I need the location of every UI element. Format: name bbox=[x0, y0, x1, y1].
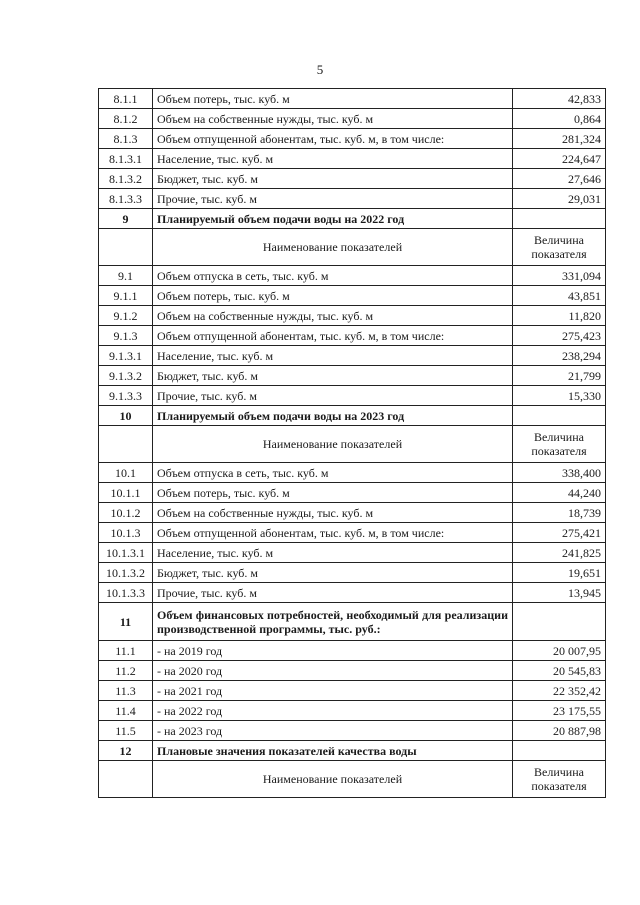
header-name-cell: Наименование показателей bbox=[153, 761, 513, 798]
table-row bbox=[99, 286, 606, 306]
table-row bbox=[99, 386, 606, 406]
row-value: 42,833 bbox=[513, 89, 606, 109]
row-name: - на 2020 год bbox=[153, 661, 513, 681]
row-name: - на 2019 год bbox=[153, 641, 513, 661]
row-value: 281,324 bbox=[513, 129, 606, 149]
row-name: Объем отпущенной абонентам, тыс. куб. м, в том числе: bbox=[153, 129, 513, 149]
table-row bbox=[99, 109, 606, 129]
header-value-cell: Величина показателя bbox=[513, 761, 606, 798]
row-name: Объем отпуска в сеть, тыс. куб. м bbox=[153, 463, 513, 483]
row-value: 21,799 bbox=[513, 366, 606, 386]
row-name: Объем на собственные нужды, тыс. куб. м bbox=[153, 109, 513, 129]
row-name: Объем отпущенной абонентам, тыс. куб. м, в том числе: bbox=[153, 326, 513, 346]
row-name: - на 2022 год bbox=[153, 701, 513, 721]
row-number: 9.1.3 bbox=[99, 326, 153, 346]
row-value: 29,031 bbox=[513, 189, 606, 209]
row-value: 43,851 bbox=[513, 286, 606, 306]
table-row bbox=[99, 681, 606, 701]
page-number: 5 bbox=[316, 62, 324, 77]
row-name: Прочие, тыс. куб. м bbox=[153, 189, 513, 209]
row-number: 8.1.2 bbox=[99, 109, 153, 129]
table-row bbox=[99, 563, 606, 583]
header-empty-cell bbox=[99, 761, 153, 798]
table-row bbox=[99, 306, 606, 326]
row-number: 10.1.1 bbox=[99, 483, 153, 503]
indicators-table bbox=[98, 88, 606, 798]
section-row bbox=[99, 209, 606, 229]
section-number: 11 bbox=[99, 603, 153, 641]
row-number: 9.1.3.3 bbox=[99, 386, 153, 406]
table-row bbox=[99, 463, 606, 483]
row-number: 9.1.2 bbox=[99, 306, 153, 326]
table-row bbox=[99, 483, 606, 503]
row-value: 22 352,42 bbox=[513, 681, 606, 701]
row-value: 13,945 bbox=[513, 583, 606, 603]
table-header-row bbox=[99, 229, 606, 266]
table-row bbox=[99, 583, 606, 603]
row-number: 10.1.3.2 bbox=[99, 563, 153, 583]
row-name: Прочие, тыс. куб. м bbox=[153, 386, 513, 406]
row-number: 8.1.3.1 bbox=[99, 149, 153, 169]
section-empty-cell bbox=[513, 209, 606, 229]
row-number: 8.1.3.3 bbox=[99, 189, 153, 209]
header-empty-cell bbox=[99, 229, 153, 266]
row-value: 20 887,98 bbox=[513, 721, 606, 741]
section-row bbox=[99, 406, 606, 426]
section-number: 10 bbox=[99, 406, 153, 426]
row-name: Бюджет, тыс. куб. м bbox=[153, 169, 513, 189]
row-value: 338,400 bbox=[513, 463, 606, 483]
table-row bbox=[99, 523, 606, 543]
row-number: 9.1 bbox=[99, 266, 153, 286]
header-name-cell: Наименование показателей bbox=[153, 426, 513, 463]
table-header-row bbox=[99, 426, 606, 463]
row-value: 275,421 bbox=[513, 523, 606, 543]
row-name: Объем отпущенной абонентам, тыс. куб. м, в том числе: bbox=[153, 523, 513, 543]
row-value: 20 007,95 bbox=[513, 641, 606, 661]
row-number: 10.1 bbox=[99, 463, 153, 483]
row-name: Бюджет, тыс. куб. м bbox=[153, 366, 513, 386]
row-value: 20 545,83 bbox=[513, 661, 606, 681]
header-value-cell: Величина показателя bbox=[513, 426, 606, 463]
table-row bbox=[99, 366, 606, 386]
row-value: 18,739 bbox=[513, 503, 606, 523]
section-title: Объем финансовых потребностей, необходимый для реализации производственной программы, тыс. руб.: bbox=[153, 603, 513, 641]
row-value: 44,240 bbox=[513, 483, 606, 503]
table-header-row bbox=[99, 761, 606, 798]
row-number: 10.1.3.3 bbox=[99, 583, 153, 603]
row-name: - на 2023 год bbox=[153, 721, 513, 741]
table-row bbox=[99, 89, 606, 109]
section-empty-cell bbox=[513, 603, 606, 641]
row-name: Прочие, тыс. куб. м bbox=[153, 583, 513, 603]
row-value: 15,330 bbox=[513, 386, 606, 406]
row-number: 11.5 bbox=[99, 721, 153, 741]
table-row bbox=[99, 266, 606, 286]
row-number: 11.1 bbox=[99, 641, 153, 661]
row-value: 224,647 bbox=[513, 149, 606, 169]
table-row bbox=[99, 503, 606, 523]
section-number: 9 bbox=[99, 209, 153, 229]
section-row bbox=[99, 603, 606, 641]
row-number: 8.1.3 bbox=[99, 129, 153, 149]
row-value: 238,294 bbox=[513, 346, 606, 366]
row-number: 8.1.1 bbox=[99, 89, 153, 109]
table-row bbox=[99, 721, 606, 741]
table-row bbox=[99, 326, 606, 346]
row-number: 10.1.2 bbox=[99, 503, 153, 523]
row-name: Объем на собственные нужды, тыс. куб. м bbox=[153, 503, 513, 523]
row-number: 9.1.3.1 bbox=[99, 346, 153, 366]
row-value: 27,646 bbox=[513, 169, 606, 189]
section-title: Планируемый объем подачи воды на 2023 год bbox=[153, 406, 513, 426]
row-value: 275,423 bbox=[513, 326, 606, 346]
header-empty-cell bbox=[99, 426, 153, 463]
row-value: 19,651 bbox=[513, 563, 606, 583]
section-empty-cell bbox=[513, 741, 606, 761]
section-title: Плановые значения показателей качества воды bbox=[153, 741, 513, 761]
row-number: 8.1.3.2 bbox=[99, 169, 153, 189]
row-name: Объем отпуска в сеть, тыс. куб. м bbox=[153, 266, 513, 286]
row-value: 241,825 bbox=[513, 543, 606, 563]
row-number: 10.1.3.1 bbox=[99, 543, 153, 563]
section-empty-cell bbox=[513, 406, 606, 426]
row-name: Бюджет, тыс. куб. м bbox=[153, 563, 513, 583]
row-value: 11,820 bbox=[513, 306, 606, 326]
row-number: 9.1.3.2 bbox=[99, 366, 153, 386]
section-title: Планируемый объем подачи воды на 2022 год bbox=[153, 209, 513, 229]
row-name: Объем потерь, тыс. куб. м bbox=[153, 286, 513, 306]
row-name: - на 2021 год bbox=[153, 681, 513, 701]
table-row bbox=[99, 641, 606, 661]
section-row bbox=[99, 741, 606, 761]
table-row bbox=[99, 149, 606, 169]
table-row bbox=[99, 189, 606, 209]
table-row bbox=[99, 129, 606, 149]
row-name: Объем на собственные нужды, тыс. куб. м bbox=[153, 306, 513, 326]
row-name: Население, тыс. куб. м bbox=[153, 149, 513, 169]
row-number: 11.3 bbox=[99, 681, 153, 701]
row-name: Население, тыс. куб. м bbox=[153, 346, 513, 366]
table-row bbox=[99, 661, 606, 681]
table-row bbox=[99, 701, 606, 721]
header-value-cell: Величина показателя bbox=[513, 229, 606, 266]
row-value: 331,094 bbox=[513, 266, 606, 286]
row-number: 10.1.3 bbox=[99, 523, 153, 543]
row-number: 9.1.1 bbox=[99, 286, 153, 306]
row-name: Объем потерь, тыс. куб. м bbox=[153, 89, 513, 109]
table-row bbox=[99, 346, 606, 366]
table-row bbox=[99, 169, 606, 189]
row-name: Население, тыс. куб. м bbox=[153, 543, 513, 563]
table-row bbox=[99, 543, 606, 563]
section-number: 12 bbox=[99, 741, 153, 761]
row-value: 0,864 bbox=[513, 109, 606, 129]
row-number: 11.2 bbox=[99, 661, 153, 681]
row-number: 11.4 bbox=[99, 701, 153, 721]
row-value: 23 175,55 bbox=[513, 701, 606, 721]
row-name: Объем потерь, тыс. куб. м bbox=[153, 483, 513, 503]
header-name-cell: Наименование показателей bbox=[153, 229, 513, 266]
